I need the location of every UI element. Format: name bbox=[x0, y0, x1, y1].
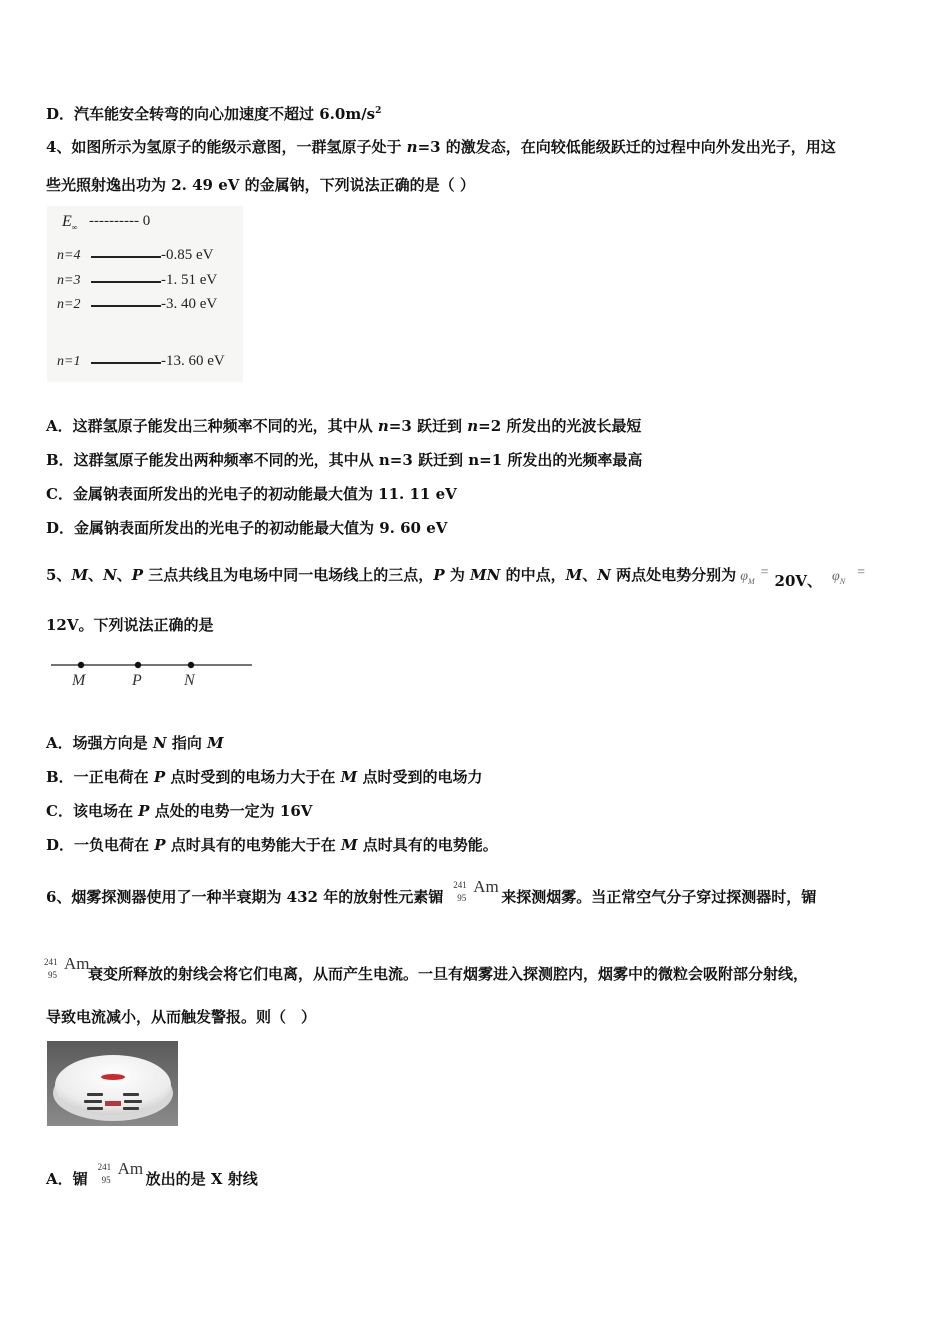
q5-stem-line1: 5、M、N、P 三点共线且为电场中同一电场线上的三点，P 为 MN 的中点，M、N 两点处电势分别为 $\varphi_M= 20V$、 $\varphi_N=$ bbox=[46, 565, 866, 590]
level-n2-label: n=2 bbox=[57, 297, 81, 312]
level-n4-value: -0.85 eV bbox=[161, 247, 214, 263]
am241-nuclide: 241 95 Am bbox=[44, 954, 90, 980]
q6-stem-line2: 241 95 Am 衰变所释放的射线会将它们电离，从而产生电流。一旦有烟雾进入探测腔内，烟雾中的微粒会吸附部分射线， bbox=[44, 957, 808, 985]
phi-n-symbol: $\varphi_N$ bbox=[832, 569, 846, 586]
level-n1-label: n=1 bbox=[57, 354, 81, 369]
q6-option-a: A．镅 241 95 Am 放出的是 X 射线 bbox=[46, 1159, 258, 1188]
point-m bbox=[78, 662, 84, 668]
phi-m-symbol: $\varphi_M$ bbox=[740, 569, 755, 586]
level-n3-line bbox=[91, 281, 161, 283]
level-n2-line bbox=[91, 305, 161, 307]
option-d-prev: D．汽车能安全转弯的向心加速度不超过 $6.0m/s^2$ bbox=[46, 105, 382, 123]
level-n4-label: n=4 bbox=[57, 248, 81, 263]
q5-option-b: B．一正电荷在 P 点时受到的电场力大于在 M 点时受到的电场力 bbox=[46, 768, 483, 786]
em-label: E bbox=[62, 213, 72, 230]
level-n4-line bbox=[91, 256, 161, 258]
q5-option-c: C．该电场在 P 点处的电势一定为 16V bbox=[46, 802, 313, 820]
point-m-label: M bbox=[72, 672, 86, 689]
field-line-figure bbox=[48, 652, 258, 692]
q6-stem-line3: 导致电流减小，从而触发警报。则（ ） bbox=[46, 1008, 317, 1026]
point-n bbox=[188, 662, 194, 668]
energy-level-diagram: $E_\infty$ ---------- 0 n=4 -0.85 eV n=3 -1. 51 eV n=2 -3. 40 eV n=1 -13. 60 eV bbox=[47, 206, 243, 382]
q5-option-a: A．场强方向是 N 指向 M bbox=[46, 734, 224, 752]
point-p-label: P bbox=[132, 672, 142, 689]
level-n1-value: -13. 60 eV bbox=[161, 353, 225, 369]
q4-option-c: C．金属钠表面所发出的光电子的初动能最大值为 11. 11 eV bbox=[46, 485, 457, 503]
q4-stem-line1: 4、如图所示为氢原子的能级示意图，一群氢原子处于 n=3 的激发态，在向较低能级跃迁的过程中向外发出光子，用这 bbox=[46, 138, 836, 156]
point-p bbox=[135, 662, 141, 668]
smoke-detector-photo bbox=[47, 1041, 178, 1126]
q4-option-d: D．金属钠表面所发出的光电子的初动能最大值为 9. 60 eV bbox=[46, 519, 448, 537]
q4-option-a: A．这群氢原子能发出三种频率不同的光，其中从 n=3 跃迁到 n=2 所发出的光波长最短 bbox=[46, 417, 642, 435]
level-n3-label: n=3 bbox=[57, 273, 81, 288]
q5-stem-line2: 12V。下列说法正确的是 bbox=[46, 616, 214, 634]
level-n2-value: -3. 40 eV bbox=[161, 296, 218, 312]
q5-option-d: D．一负电荷在 P 点时具有的电势能大于在 M 点时具有的电势能。 bbox=[46, 836, 498, 854]
am241-nuclide: 241 95 Am bbox=[453, 877, 499, 903]
q6-stem-line1: 6、烟雾探测器使用了一种半衰期为 432 年的放射性元素镅 241 95 Am 来探测烟雾。当正常空气分子穿过探测器时，镅 bbox=[46, 877, 817, 906]
level-n3-value: -1. 51 eV bbox=[161, 272, 218, 288]
em-value: ---------- 0 bbox=[89, 213, 151, 229]
point-n-label: N bbox=[184, 672, 195, 689]
q4-option-b: B．这群氢原子能发出两种频率不同的光，其中从 n=3 跃迁到 n=1 所发出的光频率最高 bbox=[46, 451, 643, 469]
level-n1-line bbox=[91, 362, 161, 364]
q4-stem-line2: 些光照射逸出功为 2. 49 eV 的金属钠，下列说法正确的是（ ） bbox=[46, 176, 475, 194]
indicator-light bbox=[101, 1074, 125, 1080]
am241-nuclide: 241 95 Am bbox=[97, 1159, 144, 1185]
